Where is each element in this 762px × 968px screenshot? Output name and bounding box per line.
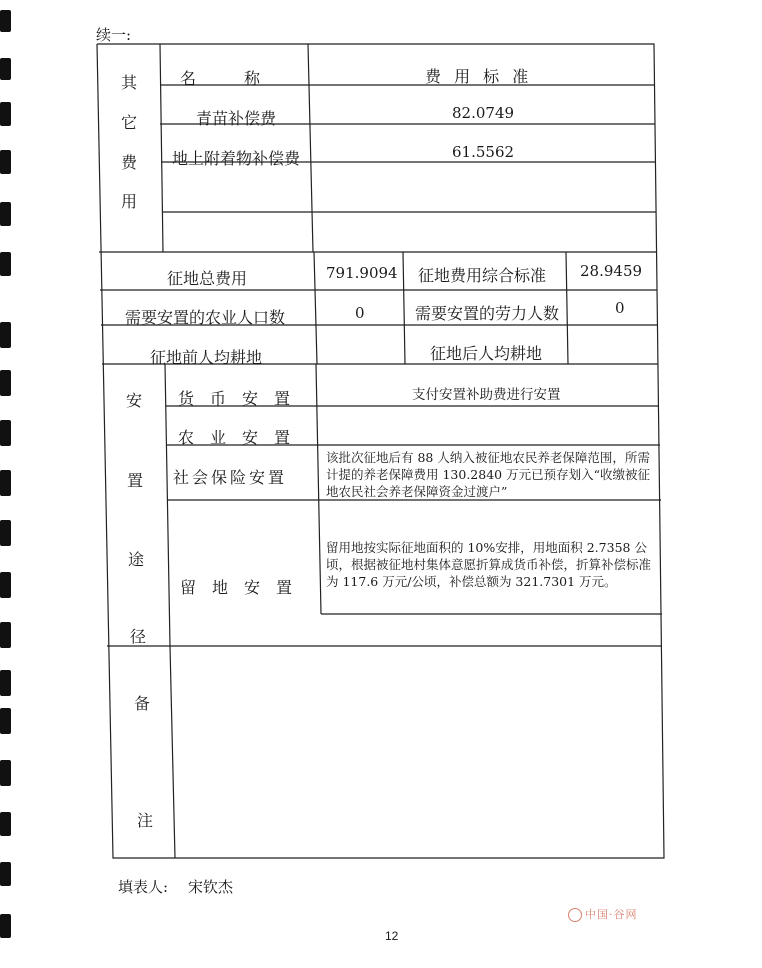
agri-population-label: 需要安置的农业人口数 (125, 308, 286, 327)
currency-resettlement-label: 货 币 安 置 (178, 389, 291, 408)
resettlement-side-char-4: 径 (130, 627, 147, 646)
fee-value-attachments: 61.5562 (452, 143, 515, 161)
currency-resettlement-content: 支付安置补助费进行安置 (412, 387, 561, 403)
watermark (568, 906, 638, 922)
agri-population-value: 0 (355, 304, 365, 322)
resettlement-side-char-1: 安 (126, 391, 143, 410)
fee-name-seedling: 青苗补偿费 (196, 109, 277, 128)
reserved-land-resettlement-label: 留 地 安 置 (180, 578, 293, 597)
seal-icon (568, 908, 582, 922)
other-fees-side-char-3: 费 (121, 153, 138, 172)
watermark-text: 中国·谷网 (585, 908, 638, 921)
other-fees-side-char-2: 它 (121, 113, 138, 132)
name-column-header: 名 称 (180, 69, 261, 88)
remarks-side-char-1: 备 (134, 694, 151, 713)
other-fees-side-char-1: 其 (121, 73, 138, 92)
composite-standard-value: 28.9459 (580, 262, 643, 280)
standard-column-header: 费 用 标 准 (425, 67, 533, 86)
labor-count-value: 0 (615, 299, 625, 317)
filler-name: 宋钦杰 (188, 878, 234, 896)
remarks-side-char-2: 注 (137, 811, 154, 830)
farmland-before-label: 征地前人均耕地 (150, 348, 263, 367)
labor-count-label: 需要安置的劳力人数 (415, 304, 560, 323)
agriculture-resettlement-label: 农 业 安 置 (178, 428, 291, 447)
resettlement-side-char-2: 置 (127, 471, 144, 490)
social-insurance-resettlement-content: 该批次征地后有 88 人纳入被征地农民养老保障范围，所需计提的养老保障费用 130.2840 万元已预存划入“收缴被征地农民社会养老保障资金过渡户” (326, 450, 650, 499)
total-cost-label: 征地总费用 (167, 269, 248, 288)
filler-label: 填表人: (118, 878, 169, 896)
total-cost-value: 791.9094 (326, 264, 398, 282)
reserved-land-resettlement-content: 留用地按实际征地面积的 10%安排，用地面积 2.7358 公顷，根据被征地村集体意愿折算成货币补偿，折算补偿标准为 117.6 万元/公顷，补偿总额为 321.7301 万元。 (326, 540, 652, 589)
farmland-after-label: 征地后人均耕地 (430, 344, 543, 363)
other-fees-side-char-4: 用 (121, 192, 138, 211)
social-insurance-resettlement-label: 社会保险安置 (173, 468, 288, 487)
continuation-label: 续一: (96, 26, 132, 44)
composite-standard-label: 征地费用综合标准 (418, 266, 547, 285)
resettlement-side-char-3: 途 (128, 550, 145, 569)
fee-name-attachments: 地上附着物补偿费 (172, 149, 301, 168)
page-number: 12 (385, 929, 399, 943)
fee-value-seedling: 82.0749 (452, 104, 515, 122)
